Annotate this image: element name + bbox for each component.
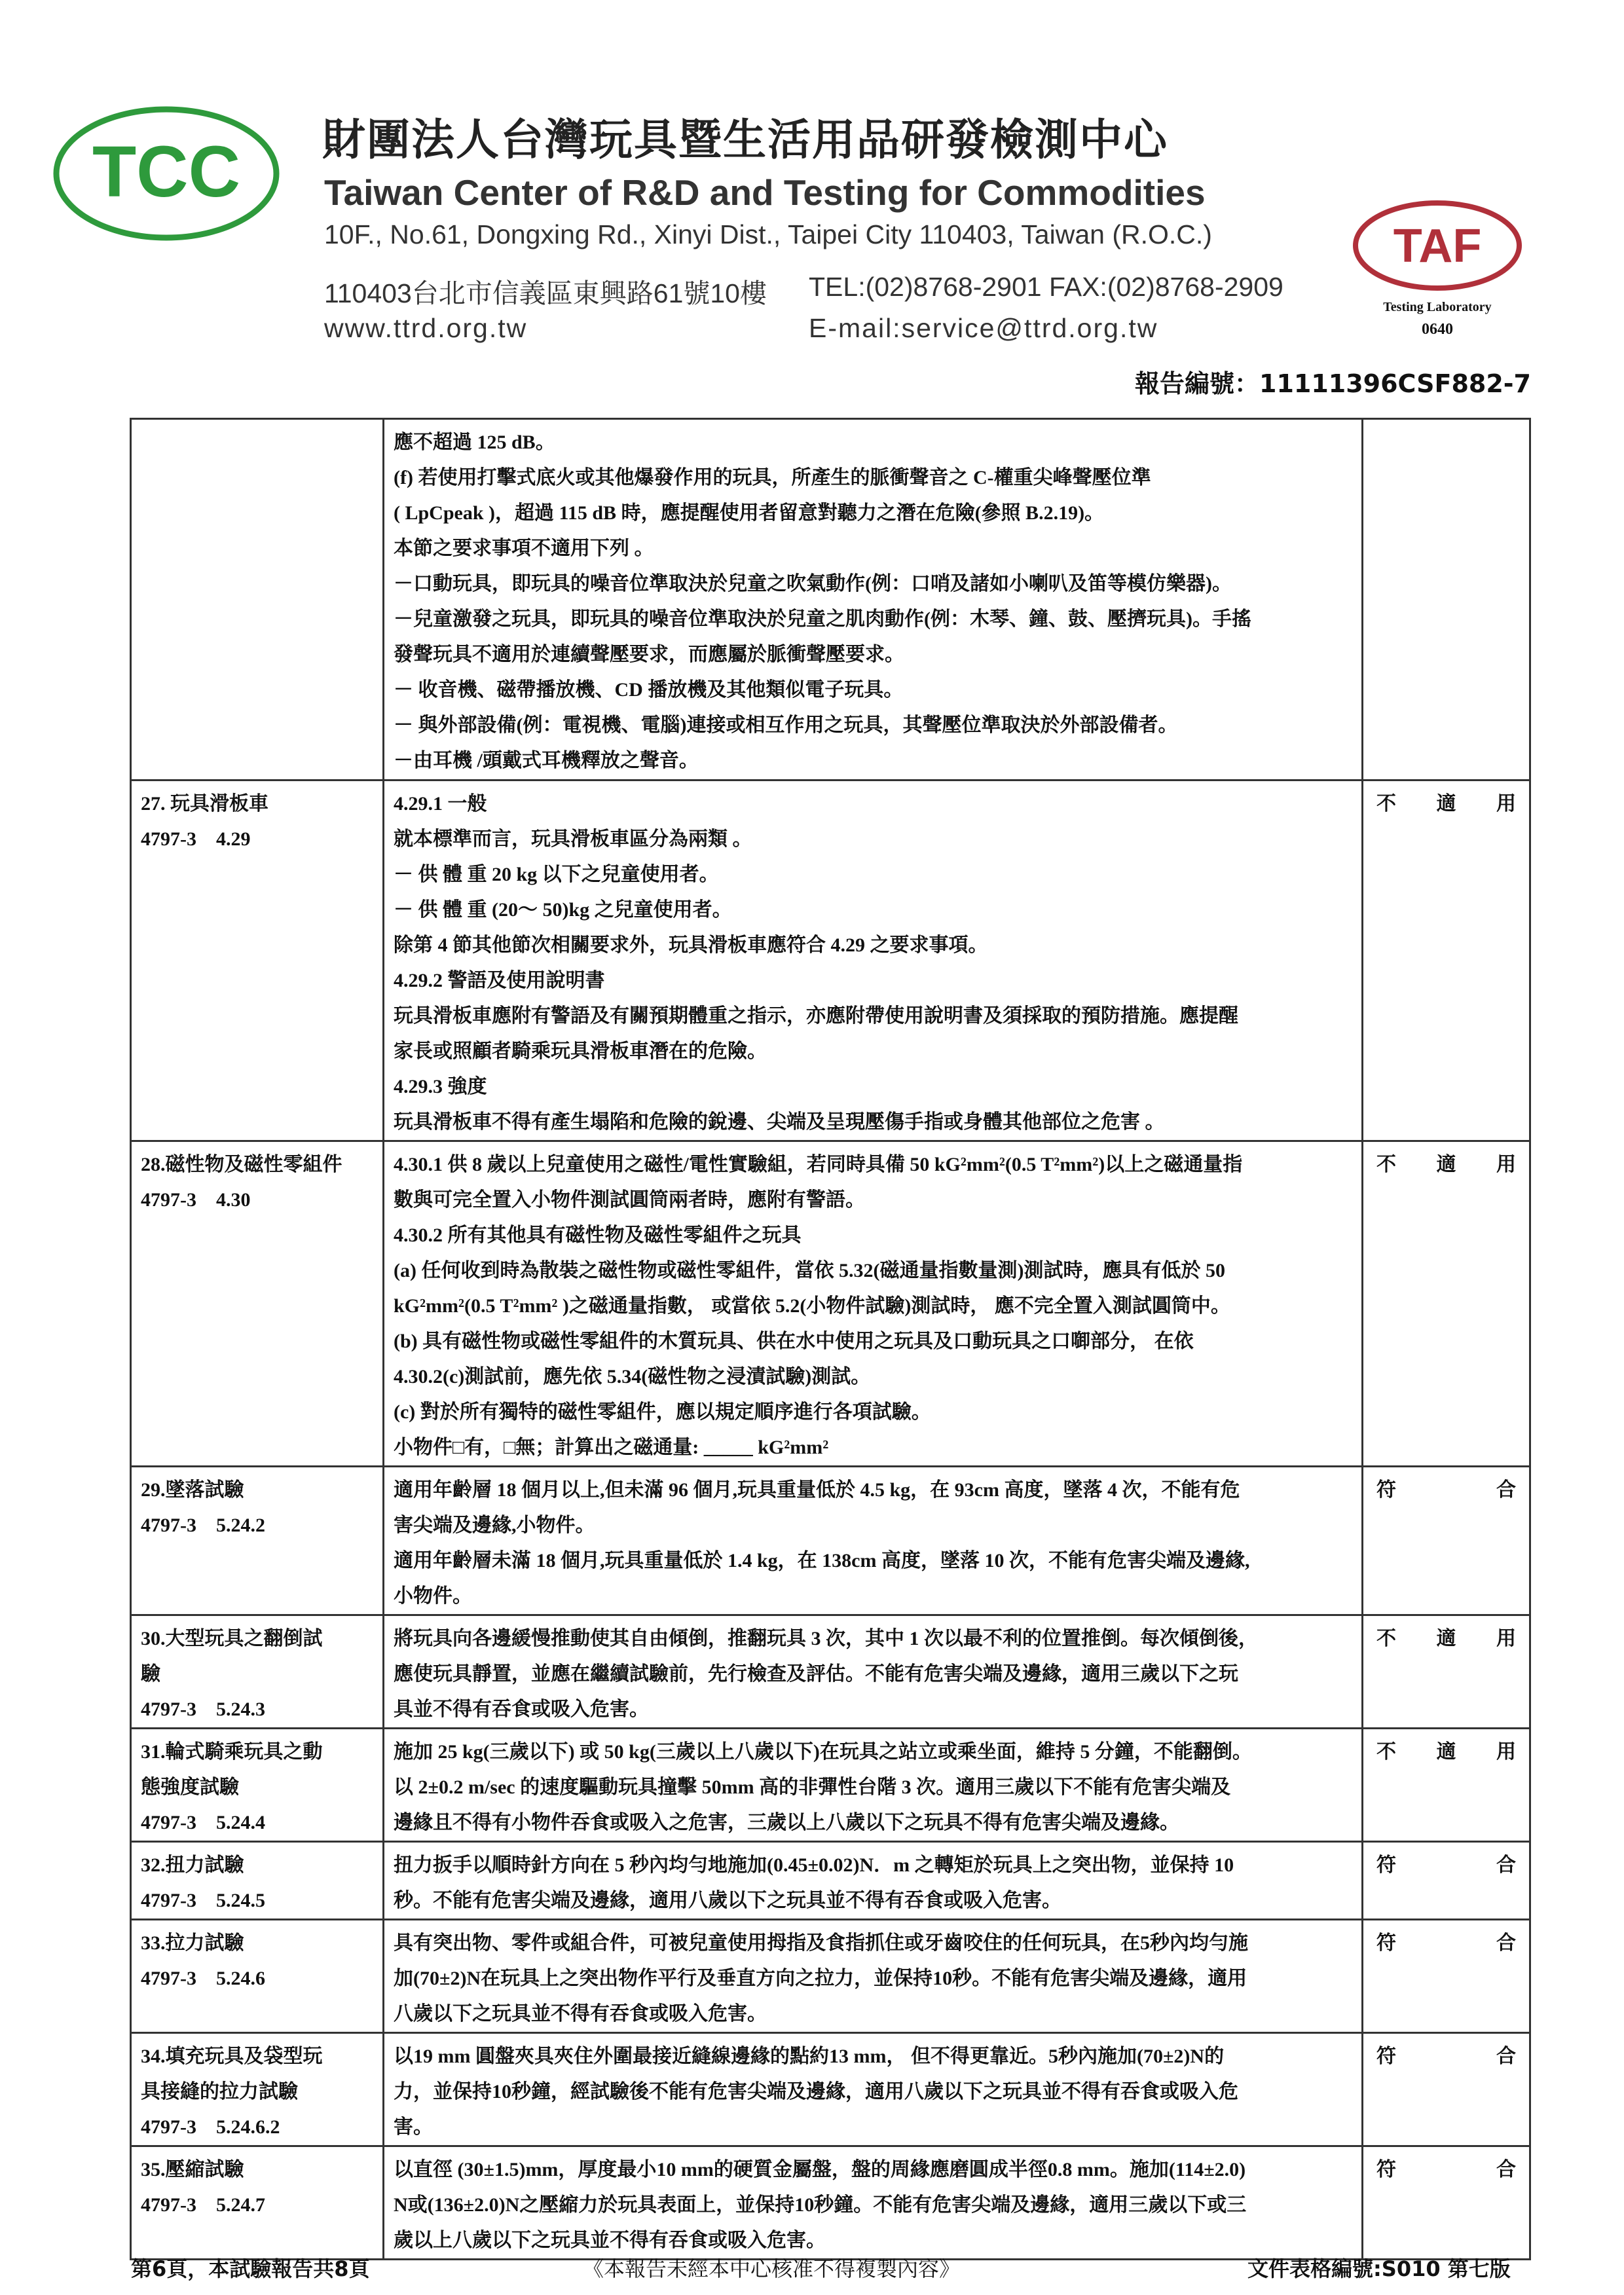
website: www.ttrd.org.tw xyxy=(324,313,528,343)
test-item-line: 4797-3 4.30 xyxy=(141,1189,251,1211)
requirement-line: kG²mm²(0.5 T²mm² )之磁通量指數， 或當依 5.2(小物件試驗)測試時， 應不完全置入測試圓筒中。 xyxy=(394,1295,1230,1317)
requirement-line: 發聲玩具不適用於連續聲壓要求，而應屬於脈衝聲壓要求。 xyxy=(394,644,904,665)
test-item-line: 30.大型玩具之翻倒試 xyxy=(141,1628,323,1649)
table-row xyxy=(131,1467,1530,1615)
result-cell xyxy=(1363,1467,1530,1615)
result-text xyxy=(1373,2152,1520,2188)
result-char: 不 xyxy=(1376,1628,1396,1649)
result-char: 合 xyxy=(1496,1932,1516,1954)
test-item-line: 31.輪式騎乘玩具之動 xyxy=(141,1741,323,1763)
org-title-en: Taiwan Center of R&D and Testing for Commodities xyxy=(324,172,1206,213)
test-item-line: 4797-3 5.24.2 xyxy=(141,1515,265,1536)
requirement-line: －兒童激發之玩具，即玩具的噪音位準取決於兒童之肌肉動作(例：木琴、鐘、鼓、壓擠玩具)。手搖 xyxy=(394,608,1251,630)
test-item-line: 4797-3 5.24.4 xyxy=(141,1812,265,1833)
test-item-line: 4797-3 4.29 xyxy=(141,828,251,850)
result-char: 符 xyxy=(1376,2046,1396,2067)
requirement-line: 具有突出物、零件或組合件，可被兒童使用拇指及食指抓住或牙齒咬住的任何玩具，在5秒內均勻施 xyxy=(394,1932,1248,1954)
requirement-line: －由耳機 /頭戴式耳機釋放之聲音。 xyxy=(394,750,699,771)
requirement-line: 以直徑 (30±1.5)mm，厚度最小10 mm的硬質金屬盤，盤的周緣應磨圓成半徑0.8 mm。施加(114±2.0) xyxy=(394,2159,1246,2180)
requirement-cell xyxy=(384,2033,1363,2146)
result-text xyxy=(1373,786,1520,822)
result-cell xyxy=(1363,1842,1530,1920)
test-item-line: 29.墜落試驗 xyxy=(141,1479,244,1501)
requirement-line: － 收音機、磁帶播放機、CD 播放機及其他類似電子玩具。 xyxy=(394,679,904,701)
test-item-line: 32.扭力試驗 xyxy=(141,1854,244,1876)
requirement-line: 玩具滑板車應附有警語及有關預期體重之指示，亦應附帶使用說明書及須採取的預防措施。應提醒 xyxy=(394,1005,1238,1027)
test-item-line: 34.填充玩具及袋型玩 xyxy=(141,2046,323,2067)
copy-notice: 《本報告未經本中心核准不得複製內容》 xyxy=(583,2256,961,2281)
requirement-line: 除第 4 節其他節次相關要求外，玩具滑板車應符合 4.29 之要求事項。 xyxy=(394,934,988,956)
taf-text: TAF xyxy=(1393,220,1482,272)
taf-logo xyxy=(1349,196,1526,295)
test-item-line: 28.磁性物及磁性零組件 xyxy=(141,1154,342,1175)
taf-number: 0640 xyxy=(1422,321,1453,338)
result-text xyxy=(1373,1147,1520,1183)
test-item-line: 35.壓縮試驗 xyxy=(141,2159,244,2180)
result-char: 用 xyxy=(1496,1741,1516,1763)
requirement-line: 家長或照顧者騎乘玩具滑板車潛在的危險。 xyxy=(394,1040,767,1062)
result-cell xyxy=(1363,2033,1530,2146)
result-cell xyxy=(1363,2146,1530,2260)
table-row xyxy=(131,2146,1530,2260)
requirement-line: N或(136±2.0)N之壓縮力於玩具表面上，並保持10秒鐘。不能有危害尖端及邊緣，適用三歲以下或三 xyxy=(394,2194,1247,2216)
test-item-line: 4797-3 5.24.5 xyxy=(141,1890,265,1911)
test-item-cell xyxy=(131,1615,384,1729)
requirement-line: － 供 體 重 (20～ 50)kg 之兒童使用者。 xyxy=(394,899,732,921)
test-item-line: 4797-3 5.24.3 xyxy=(141,1698,265,1720)
result-char: 合 xyxy=(1496,1854,1516,1876)
taf-label: Testing Laboratory xyxy=(1383,300,1492,314)
requirement-line: 適用年齡層 18 個月以上,但未滿 96 個月,玩具重量低於 4.5 kg，在 93cm 高度，墜落 4 次，不能有危 xyxy=(394,1479,1240,1501)
result-cell xyxy=(1363,1141,1530,1467)
requirement-line: 八歲以下之玩具並不得有吞食或吸入危害。 xyxy=(394,2003,767,2025)
test-item-cell xyxy=(131,2033,384,2146)
result-text xyxy=(1373,1473,1520,1508)
logo-text: TCC xyxy=(92,132,241,212)
requirement-line: － 供 體 重 20 kg 以下之兒童使用者。 xyxy=(394,864,719,885)
requirement-line: (a) 任何收到時為散裝之磁性物或磁性零組件，當依 5.32(磁通量指數量測)測試時，應具有低於 50 xyxy=(394,1260,1225,1281)
result-char: 合 xyxy=(1496,1479,1516,1501)
requirement-line: － 與外部設備(例：電視機、電腦)連接或相互作用之玩具，其聲壓位準取決於外部設備者。 xyxy=(394,714,1178,736)
result-text xyxy=(1373,1848,1520,1883)
test-item-cell xyxy=(131,2146,384,2260)
requirement-line: 將玩具向各邊緩慢推動使其自由傾倒，推翻玩具 3 次，其中 1 次以最不利的位置推倒。每次傾倒後， xyxy=(394,1628,1258,1649)
result-text xyxy=(1373,1926,1520,1961)
requirement-line: 小物件。 xyxy=(394,1585,472,1607)
requirement-line: 4.30.1 供 8 歲以上兒童使用之磁性/電性實驗組，若同時具備 50 kG²mm²(0.5 T²mm²)以上之磁通量指 xyxy=(394,1154,1243,1175)
requirement-line: 應不超過 125 dB。 xyxy=(394,431,555,453)
test-item-cell xyxy=(131,1141,384,1467)
result-char: 不 xyxy=(1376,1154,1396,1175)
requirement-line: 玩具滑板車不得有產生塌陷和危險的銳邊、尖端及呈現壓傷手指或身體其他部位之危害 。 xyxy=(394,1111,1165,1133)
test-item-line: 4797-3 5.24.6 xyxy=(141,1968,265,1989)
table-row xyxy=(131,780,1530,1141)
table-row xyxy=(131,419,1530,780)
result-char: 符 xyxy=(1376,1854,1396,1876)
requirement-line: 本節之要求事項不適用下列 。 xyxy=(394,538,654,559)
requirement-cell xyxy=(384,1842,1363,1920)
requirement-line: 4.30.2 所有其他具有磁性物及磁性零組件之玩具 xyxy=(394,1224,802,1246)
table-row xyxy=(131,2033,1530,2146)
email: E-mail:service@ttrd.org.tw xyxy=(809,313,1158,343)
requirement-line: 應使玩具靜置，並應在繼續試驗前，先行檢查及評估。不能有危害尖端及邊緣，適用三歲以下之玩 xyxy=(394,1663,1238,1685)
table-row xyxy=(131,1842,1530,1920)
result-text xyxy=(1373,1621,1520,1657)
requirement-cell xyxy=(384,1615,1363,1729)
test-item-cell xyxy=(131,780,384,1141)
requirement-line: 歲以上八歲以下之玩具並不得有吞食或吸入危害。 xyxy=(394,2230,826,2251)
table-row xyxy=(131,1141,1530,1467)
requirement-line: (b) 具有磁性物或磁性零組件的木質玩具、供在水中使用之玩具及口動玩具之口啣部分， 在依 xyxy=(394,1331,1194,1352)
result-char: 符 xyxy=(1376,1479,1396,1501)
requirement-line: 4.29.2 警語及使用說明書 xyxy=(394,970,605,991)
requirement-line: 害。 xyxy=(394,2116,433,2138)
result-char: 適 xyxy=(1436,793,1456,815)
requirement-line: 施加 25 kg(三歲以下) 或 50 kg(三歲以上八歲以下)在玩具之站立或乘坐面，維持 5 分鐘，不能翻倒。 xyxy=(394,1741,1252,1763)
test-item-line: 4797-3 5.24.7 xyxy=(141,2194,265,2216)
requirement-line: 以 2±0.2 m/sec 的速度驅動玩具撞擊 50mm 高的非彈性台階 3 次。適用三歲以下不能有危害尖端及 xyxy=(394,1776,1231,1798)
requirement-line: 4.29.1 一般 xyxy=(394,793,487,815)
result-cell xyxy=(1363,1729,1530,1842)
requirement-line: 力，並保持10秒鐘，經試驗後不能有危害尖端及邊緣，適用八歲以下之玩具並不得有吞食或吸入危 xyxy=(394,2081,1238,2102)
tcc-logo xyxy=(52,105,281,242)
page-number: 第6頁，本試驗報告共8頁 xyxy=(131,2256,370,2281)
address-zh: 110403台北市信義區東興路61號10樓 xyxy=(324,278,767,308)
requirement-line: (c) 對於所有獨特的磁性零組件，應以規定順序進行各項試驗。 xyxy=(394,1401,931,1423)
result-char: 適 xyxy=(1436,1741,1456,1763)
requirement-line: 以19 mm 圓盤夾具夾住外圍最接近縫線邊緣的點約13 mm， 但不得更靠近。5秒內施加(70±2)N的 xyxy=(394,2046,1225,2067)
requirement-line: 適用年齡層未滿 18 個月,玩具重量低於 1.4 kg，在 138cm 高度，墜落 10 次，不能有危害尖端及邊緣, xyxy=(394,1550,1250,1571)
result-text xyxy=(1373,2039,1520,2074)
test-item-cell xyxy=(131,1920,384,2033)
test-item-line: 驗 xyxy=(141,1663,160,1685)
test-item-line: 具接縫的拉力試驗 xyxy=(141,2081,298,2102)
test-results-table xyxy=(130,418,1531,2260)
result-char: 用 xyxy=(1496,1628,1516,1649)
requirement-line: 小物件□有，□無；計算出之磁通量: _____ kG²mm² xyxy=(394,1437,829,1458)
requirement-cell xyxy=(384,1920,1363,2033)
result-char: 不 xyxy=(1376,793,1396,815)
requirement-line: 4.30.2(c)測試前，應先依 5.34(磁性物之浸漬試驗)測試。 xyxy=(394,1366,871,1387)
result-char: 用 xyxy=(1496,1154,1516,1175)
result-cell xyxy=(1363,1615,1530,1729)
requirement-line: 扭力扳手以順時針方向在 5 秒內均勻地施加(0.45±0.02)N．m 之轉矩於玩具上之突出物，並保持 10 xyxy=(394,1854,1234,1876)
test-item-cell xyxy=(131,1729,384,1842)
test-item-line: 33.拉力試驗 xyxy=(141,1932,244,1954)
requirement-cell xyxy=(384,780,1363,1141)
result-char: 適 xyxy=(1436,1628,1456,1649)
requirement-line: 加(70±2)N在玩具上之突出物作平行及垂直方向之拉力，並保持10秒。不能有危害尖端及邊緣，適用 xyxy=(394,1968,1247,1989)
requirement-cell xyxy=(384,1729,1363,1842)
requirement-cell xyxy=(384,2146,1363,2260)
requirement-line: ( LpCpeak )，超過 115 dB 時，應提醒使用者留意對聽力之潛在危險(參照 B.2.19)。 xyxy=(394,502,1105,524)
requirement-cell xyxy=(384,1467,1363,1615)
requirement-line: 秒。不能有危害尖端及邊緣，適用八歲以下之玩具並不得有吞食或吸入危害。 xyxy=(394,1890,1061,1911)
result-char: 合 xyxy=(1496,2046,1516,2067)
table-row xyxy=(131,1920,1530,2033)
form-number: 文件表格編號:S010 第七版 xyxy=(1247,2256,1511,2281)
org-title-zh: 財團法人台灣玩具暨生活用品研發檢測中心 xyxy=(322,115,1168,165)
result-text xyxy=(1373,1735,1520,1770)
requirement-line: 數與可完全置入小物件測試圓筒兩者時，應附有警語。 xyxy=(394,1189,865,1211)
requirement-line: 4.29.3 強度 xyxy=(394,1076,487,1097)
result-char: 符 xyxy=(1376,2159,1396,2180)
test-item-cell xyxy=(131,1467,384,1615)
test-item-line: 態強度試驗 xyxy=(141,1776,239,1798)
test-item-line: 27. 玩具滑板車 xyxy=(141,793,268,815)
tel-fax: TEL:(02)8768-2901 FAX:(02)8768-2909 xyxy=(809,272,1283,302)
result-char: 不 xyxy=(1376,1741,1396,1763)
report-number: 報告編號：11111396CSF882-7 xyxy=(1135,369,1531,398)
result-char: 合 xyxy=(1496,2159,1516,2180)
address-en: 10F., No.61, Dongxing Rd., Xinyi Dist., Taipei City 110403, Taiwan (R.O.C.) xyxy=(324,219,1212,249)
table-row xyxy=(131,1729,1530,1842)
requirement-line: 邊緣且不得有小物件吞食或吸入之危害，三歲以上八歲以下之玩具不得有危害尖端及邊緣。 xyxy=(394,1812,1179,1833)
result-cell xyxy=(1363,419,1530,780)
test-item-cell xyxy=(131,1842,384,1920)
result-cell xyxy=(1363,780,1530,1141)
requirement-line: 害尖端及邊緣,小物件。 xyxy=(394,1515,595,1536)
result-char: 符 xyxy=(1376,1932,1396,1954)
table-row xyxy=(131,1615,1530,1729)
result-char: 用 xyxy=(1496,793,1516,815)
test-item-line: 4797-3 5.24.6.2 xyxy=(141,2116,280,2138)
requirement-line: 具並不得有吞食或吸入危害。 xyxy=(394,1698,649,1720)
result-cell xyxy=(1363,1920,1530,2033)
test-item-cell xyxy=(131,419,384,780)
requirement-line: 就本標準而言，玩具滑板車區分為兩類 。 xyxy=(394,828,752,850)
result-char: 適 xyxy=(1436,1154,1456,1175)
requirement-cell xyxy=(384,1141,1363,1467)
requirement-line: (f) 若使用打擊式底火或其他爆發作用的玩具，所產生的脈衝聲音之 C-權重尖峰聲壓位準 xyxy=(394,467,1151,488)
requirement-cell xyxy=(384,419,1363,780)
requirement-line: －口動玩具，即玩具的噪音位準取決於兒童之吹氣動作(例：口哨及諸如小喇叭及笛等模仿樂器)。 xyxy=(394,573,1232,595)
